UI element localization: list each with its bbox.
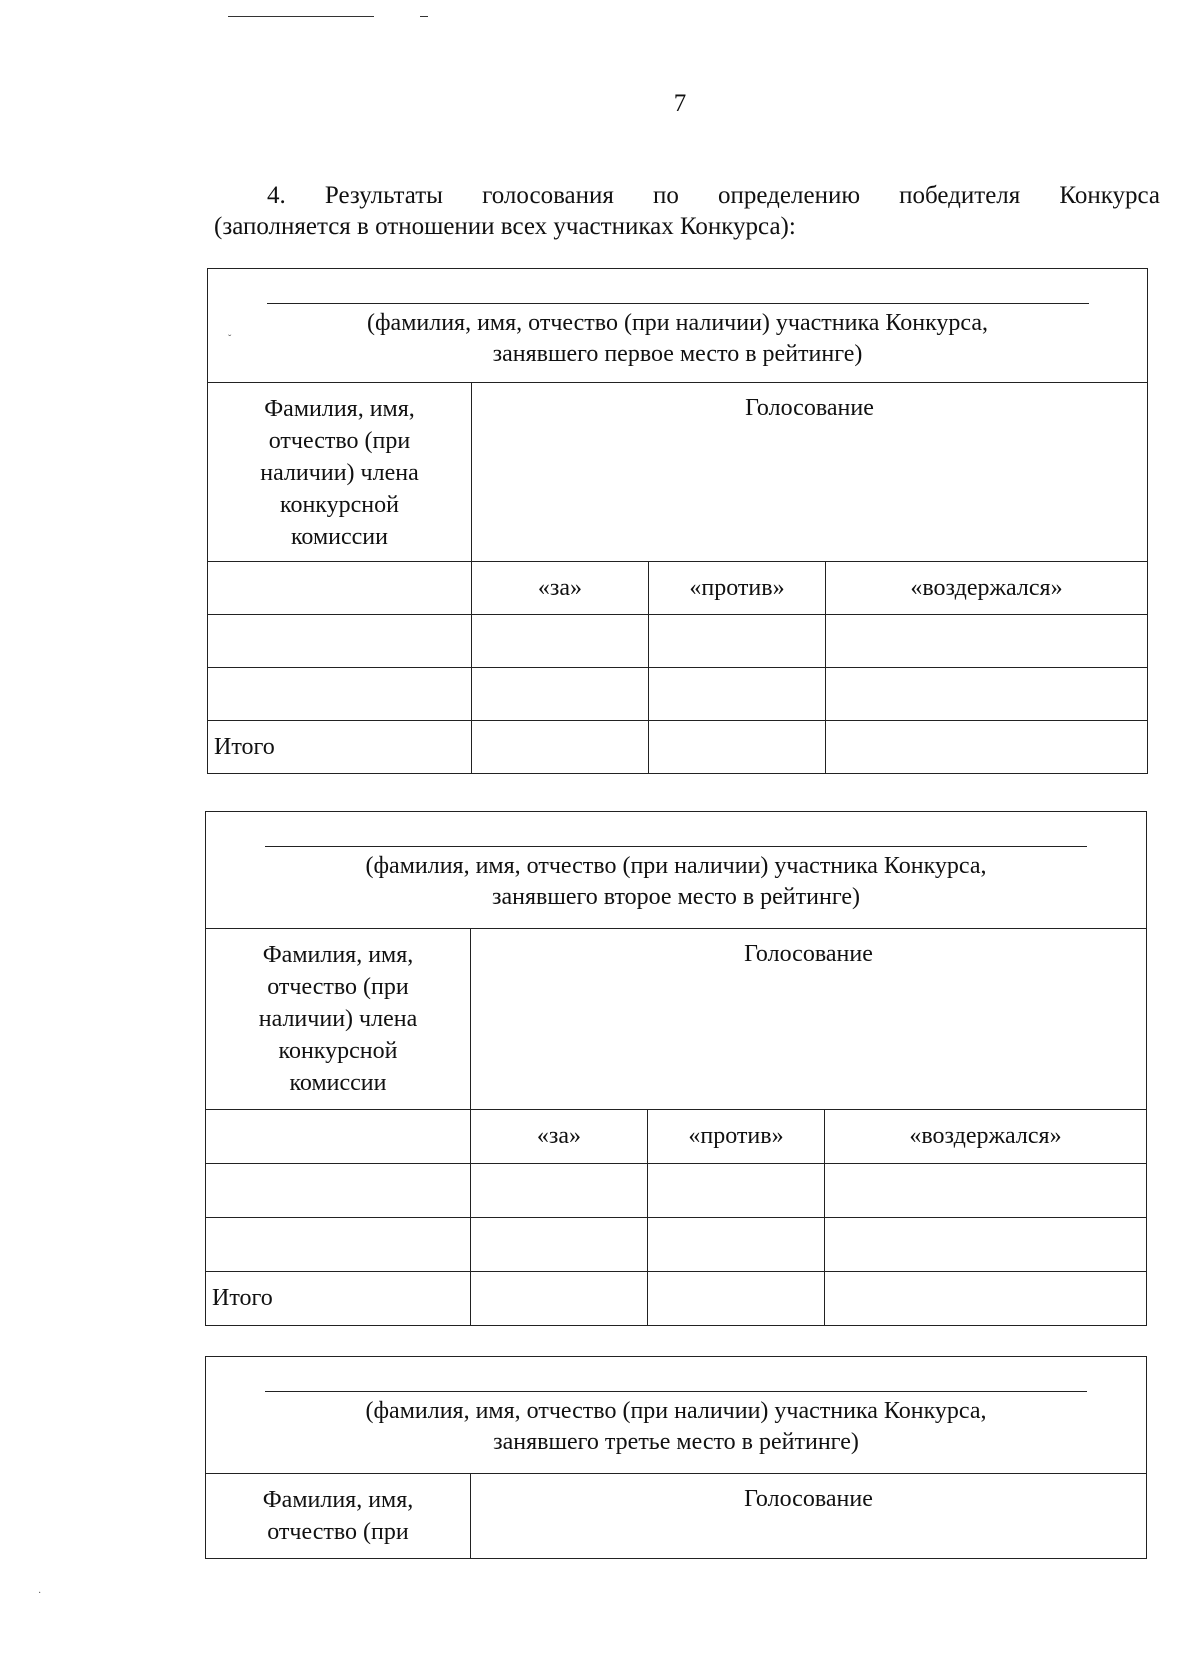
participant-caption-line-2: занявшего первое место в рейтинге) <box>492 341 863 367</box>
member-header-line: комиссии <box>289 1070 387 1096</box>
member-name-cell[interactable] <box>208 562 472 615</box>
scan-speck: ˇ <box>228 334 232 345</box>
participant-name-cell[interactable] <box>206 812 1147 929</box>
total-abstain-cell[interactable] <box>826 721 1148 774</box>
member-header <box>206 1474 471 1559</box>
member-header-line: Фамилия, имя, <box>264 396 415 422</box>
member-header-line: комиссии <box>290 524 388 550</box>
vote-for-cell[interactable] <box>472 615 649 668</box>
vote-abstain-header: «воздержался» <box>825 1110 1147 1164</box>
total-abstain-cell[interactable] <box>825 1272 1147 1326</box>
participant-caption-line-1: (фамилия, имя, отчество (при наличии) участника Конкурса, <box>365 853 987 879</box>
voting-table-second-place <box>205 811 1147 1326</box>
participant-caption-line-1: (фамилия, имя, отчество (при наличии) участника Конкурса, <box>367 310 988 336</box>
member-header-line: отчество (при <box>267 974 409 1000</box>
total-against-cell[interactable] <box>648 1272 825 1326</box>
vote-for-cell[interactable] <box>471 1218 648 1272</box>
vote-for-header: «за» <box>472 562 649 615</box>
participant-caption-line-2: занявшего третье место в рейтинге) <box>493 1429 859 1455</box>
member-header <box>208 383 472 562</box>
page-number: 7 <box>673 90 687 117</box>
vote-against-header: «против» <box>649 562 826 615</box>
participant-name-cell[interactable] <box>206 1357 1147 1474</box>
vote-for-cell[interactable] <box>472 668 649 721</box>
member-header-line: Фамилия, имя, <box>262 1487 414 1513</box>
member-name-cell[interactable] <box>206 1164 471 1218</box>
participant-name-cell[interactable] <box>208 269 1148 383</box>
vote-abstain-cell[interactable] <box>826 668 1148 721</box>
member-header-line: наличии) члена <box>260 460 419 486</box>
vote-abstain-cell[interactable] <box>825 1164 1147 1218</box>
total-for-cell[interactable] <box>472 721 649 774</box>
member-header-line: наличии) члена <box>258 1006 418 1032</box>
vote-against-header: «против» <box>648 1110 825 1164</box>
total-against-cell[interactable] <box>649 721 826 774</box>
intro-line-1: 4. Результаты голосования по определению победителя Конкурса <box>267 182 1160 209</box>
voting-header: Голосование <box>472 383 1148 562</box>
member-header-line: Фамилия, имя, <box>262 942 414 968</box>
voting-table-first-place <box>207 268 1148 774</box>
member-name-cell[interactable] <box>208 615 472 668</box>
vote-against-cell[interactable] <box>648 1218 825 1272</box>
voting-header: Голосование <box>471 1474 1147 1559</box>
member-header <box>206 929 471 1110</box>
member-header-line: конкурсной <box>280 492 399 518</box>
vote-against-cell[interactable] <box>649 668 826 721</box>
voting-header: Голосование <box>471 929 1147 1110</box>
vote-abstain-cell[interactable] <box>825 1218 1147 1272</box>
member-name-cell[interactable] <box>206 1110 471 1164</box>
participant-caption-line-1: (фамилия, имя, отчество (при наличии) участника Конкурса, <box>365 1398 987 1424</box>
member-header-line: отчество (при <box>268 428 411 454</box>
member-name-cell[interactable] <box>206 1218 471 1272</box>
total-label: Итого <box>206 1272 471 1326</box>
member-header-line: отчество (при <box>267 1519 409 1545</box>
voting-table-third-place <box>205 1356 1147 1559</box>
scan-artifact-line <box>420 16 428 17</box>
intro-line-2: (заполняется в отношении всех участниках Конкурса): <box>214 213 796 240</box>
member-name-cell[interactable] <box>208 668 472 721</box>
vote-against-cell[interactable] <box>648 1164 825 1218</box>
vote-abstain-cell[interactable] <box>826 615 1148 668</box>
vote-for-cell[interactable] <box>471 1164 648 1218</box>
vote-abstain-header: «воздержался» <box>826 562 1148 615</box>
section-intro <box>214 180 1160 242</box>
participant-caption-line-2: занявшего второе место в рейтинге) <box>491 884 860 910</box>
scan-speck: · <box>38 1588 42 1599</box>
vote-for-header: «за» <box>471 1110 648 1164</box>
scan-artifact-line <box>228 16 374 17</box>
vote-against-cell[interactable] <box>649 615 826 668</box>
total-label: Итого <box>208 721 472 774</box>
total-for-cell[interactable] <box>471 1272 648 1326</box>
member-header-line: конкурсной <box>278 1038 398 1064</box>
